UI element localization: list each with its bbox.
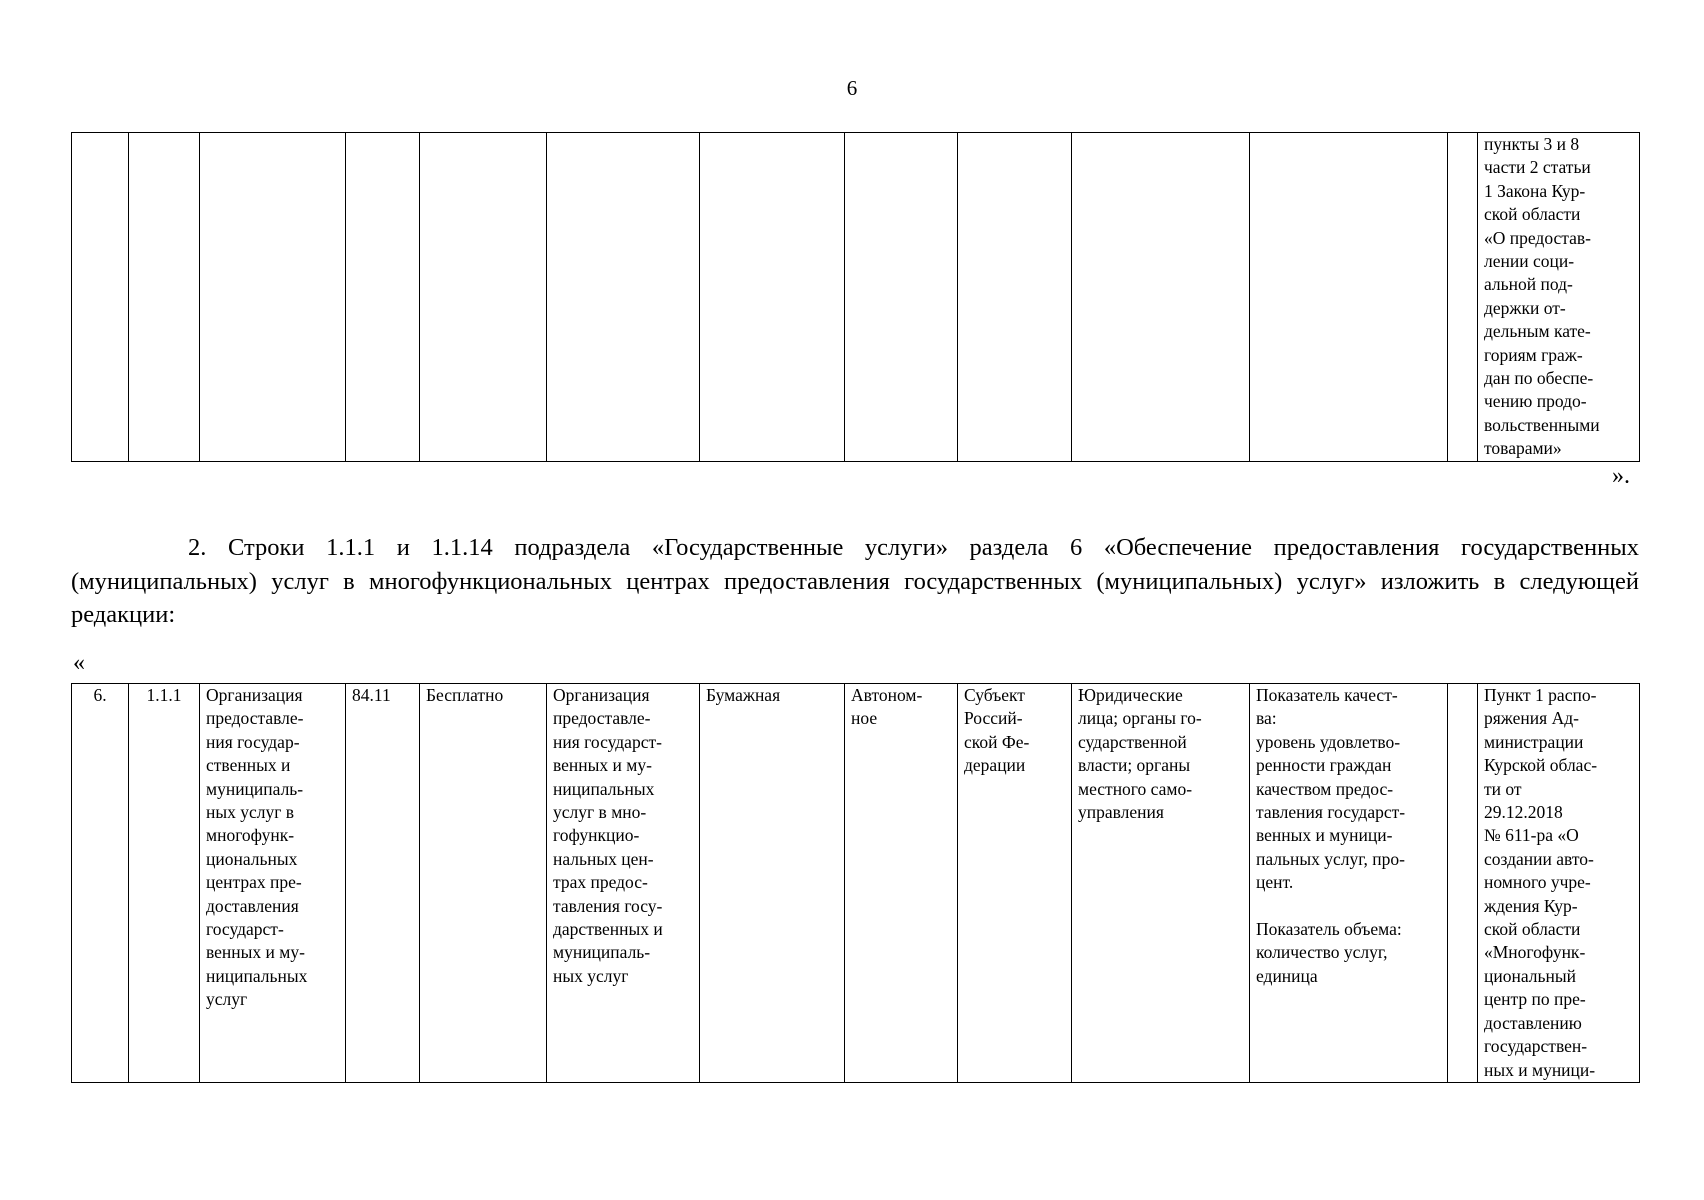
opening-quote: « xyxy=(73,650,85,676)
institution-type: Автоном- ное xyxy=(851,685,923,729)
register-table xyxy=(71,683,1640,1083)
table-cell xyxy=(129,133,200,462)
legal-basis-text: пункты 3 и 8 части 2 статьи 1 Закона Кур- ской области «О предостав- лении соци- альной под- держки от- дельным кате- гориям граж- дан по обеспе- чению продо- вольственными товарами» xyxy=(1484,134,1600,459)
okved-code: 84.11 xyxy=(352,685,391,705)
table-cell xyxy=(1072,133,1250,462)
table-cell xyxy=(200,133,346,462)
table-cell xyxy=(1448,133,1478,462)
form-cell xyxy=(700,684,845,1083)
founder-cell xyxy=(958,684,1072,1083)
institution-type-cell xyxy=(845,684,958,1083)
content-cell xyxy=(547,684,700,1083)
service-name-cell xyxy=(200,684,346,1083)
table-row xyxy=(72,684,1640,1083)
founder: Субъект Россий- ской Фе- дерации xyxy=(964,685,1030,776)
provision-form: Бумажная xyxy=(706,685,781,705)
consumers-cell xyxy=(1072,684,1250,1083)
table-cell xyxy=(958,133,1072,462)
closing-quote: ». xyxy=(1612,463,1630,489)
row-code: 1.1.1 xyxy=(146,685,182,705)
indicators-cell xyxy=(1250,684,1448,1083)
table-row xyxy=(72,133,1640,462)
table-cell xyxy=(346,133,420,462)
legal-basis-cell xyxy=(1478,133,1640,462)
page-number: 6 xyxy=(846,76,858,100)
okved-cell xyxy=(346,684,420,1083)
payment-type: Бесплатно xyxy=(426,685,504,705)
service-content: Организация предоставле- ния государст- венных и му- ниципальных услуг в мно- гофункцио- нальных цен- трах предос- тавления госу- дарственных и муниципаль- ных услуг xyxy=(553,685,663,986)
amendment-paragraph: 2. Строки 1.1.1 и 1.1.14 подраздела «Государственные услуги» раздела 6 «Обеспечение предоставления государственных (муниципальных) услуг в многофункциональных центрах предоставления государственных (муниципальных) услуг» изложить в следующей редакции: xyxy=(71,534,1639,628)
service-name: Организация предоставле- ния государ- ственных и муниципаль- ных услуг в многофунк- циональных центрах пре- доставления государст- венных и му- ниципальных услуг xyxy=(206,685,308,1010)
continued-table xyxy=(71,132,1640,462)
row-number-cell xyxy=(72,684,129,1083)
row-code-cell xyxy=(129,684,200,1083)
table-cell xyxy=(700,133,845,462)
table-cell xyxy=(1250,133,1448,462)
table-cell xyxy=(845,133,958,462)
consumers: Юридические лица; органы го- сударственной власти; органы местного само- управления xyxy=(1078,685,1202,823)
table-cell xyxy=(72,133,129,462)
table-cell xyxy=(420,133,547,462)
empty-cell xyxy=(1448,684,1478,1083)
row-number: 6. xyxy=(93,685,107,705)
payment-cell xyxy=(420,684,547,1083)
indicators: Показатель качест- ва: уровень удовлетво- ренности граждан качеством предос- тавления государст- венных и муници- пальных услуг, про- цент. Показатель объема: количество услуг, единица xyxy=(1256,685,1406,986)
legal-basis-text: Пункт 1 распо- ряжения Ад- министрации Курской облас- ти от 29.12.2018 № 611-ра «О создании авто- номного учре- ждения Кур- ской области «Многофунк- циональный центр по пре- доставлению государствен- ных и муници- xyxy=(1484,685,1598,1080)
table-cell xyxy=(547,133,700,462)
legal-basis-cell xyxy=(1478,684,1640,1083)
